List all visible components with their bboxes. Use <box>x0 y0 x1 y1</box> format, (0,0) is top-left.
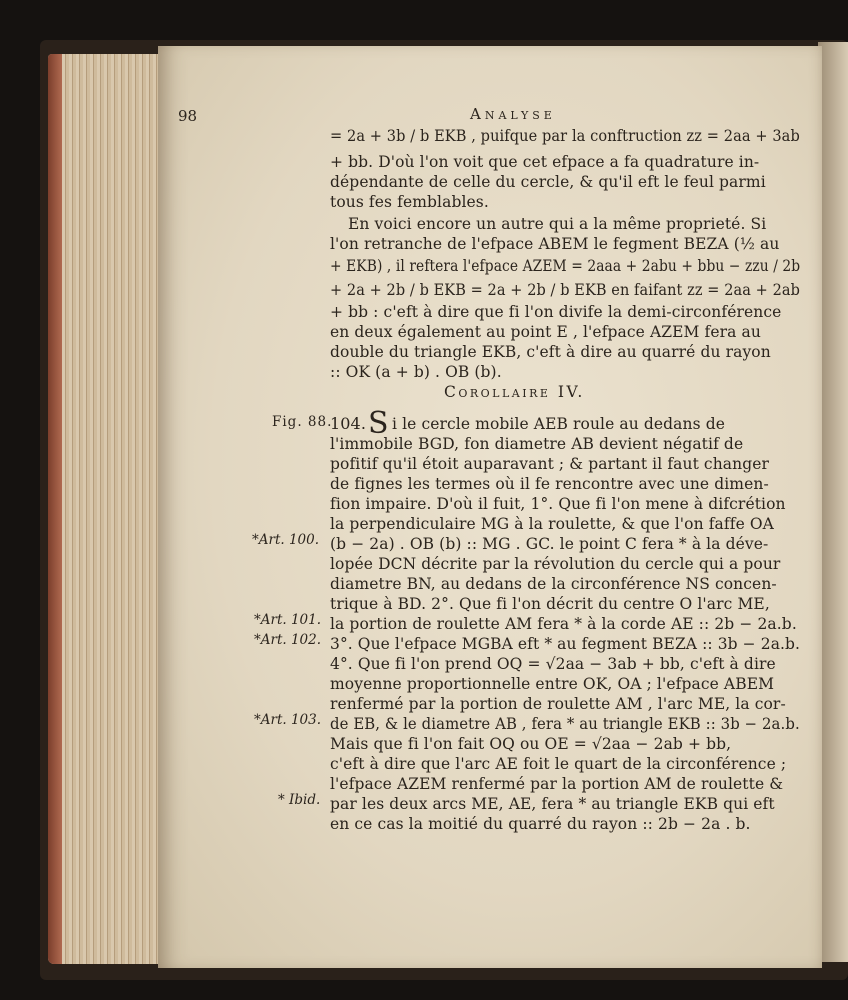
right-page-edge <box>818 42 848 962</box>
page-edges <box>48 54 166 964</box>
text-line: la perpendiculaire MG à la roulette, & que l'on faffe OA <box>330 515 774 533</box>
text-line: + EKB) , il reftera l'efpace AZEM = 2aaa + 2abu + bbu − zzu / 2b <box>330 257 801 275</box>
text-line: en ce cas la moitié du quarré du rayon :: 2b − 2a . b. <box>330 815 751 833</box>
text-line: :: OK (a + b) . OB (b). <box>330 363 502 381</box>
text-line: par les deux arcs ME, AE, fera * au triangle EKB qui eft <box>330 795 775 813</box>
text-line: de fignes les termes où il fe rencontre avec une dimen- <box>330 475 769 493</box>
margin-note-art-101: *Art. 101. <box>254 612 322 628</box>
text-line: l'immobile BGD, fon diametre AB devient négatif de <box>330 435 744 453</box>
text-line: double du triangle EKB, c'eft à dire au quarré du rayon <box>330 343 771 361</box>
text-line: l'on retranche de l'efpace ABEM le fegment BEZA (½ au <box>330 235 780 253</box>
text-line: fion impaire. D'où il fuit, 1°. Que fi l'on mene à difcrétion <box>330 495 786 513</box>
text-line: + bb. D'où l'on voit que cet efpace a fa quadrature in- <box>330 153 760 171</box>
text-line: c'eft à dire que l'arc AE foit le quart de la circonférence ; <box>330 755 787 773</box>
text-line: renfermé par la portion de roulette AM , l'arc ME, la cor- <box>330 695 786 713</box>
corollary-number: 104. <box>330 414 367 433</box>
text-line: trique à BD. 2°. Que fi l'on décrit du centre O l'arc ME, <box>330 595 770 613</box>
text-line: la portion de roulette AM fera * à la corde AE :: 2b − 2a.b. <box>330 615 797 633</box>
text-line: dépendante de celle du cercle, & qu'il eft le feul parmi <box>330 173 766 191</box>
section-heading: Corollaire IV. <box>444 383 585 401</box>
text-line: + bb : c'eft à dire que fi l'on divife la demi-circonférence <box>330 303 782 321</box>
margin-note-ibid: * Ibid. <box>278 792 321 808</box>
drop-cap: S <box>368 406 389 441</box>
margin-note-art-103: *Art. 103. <box>254 712 322 728</box>
text-line: + 2a + 2b / b EKB = 2a + 2b / b EKB en faifant zz = 2aa + 2ab <box>330 281 800 299</box>
text-line: 4°. Que fi l'on prend OQ = √2aa − 3ab + bb, c'eft à dire <box>330 655 776 673</box>
red-page-edge <box>48 54 62 964</box>
running-title: Analyse <box>470 105 556 123</box>
text-line: lopée DCN décrite par la révolution du cercle qui a pour <box>330 555 781 573</box>
text-line: tous fes femblables. <box>330 193 489 211</box>
figure-label: Fig. 88. <box>272 414 333 430</box>
page-number: 98 <box>178 107 198 125</box>
text-line: en deux également au point E , l'efpace AZEM fera au <box>330 323 761 341</box>
text-line: de EB, & le diametre AB , fera * au triangle EKB :: 3b − 2a.b. <box>330 715 800 733</box>
text-line: = 2a + 3b / b EKB , puifque par la conftruction zz = 2aa + 3ab <box>330 127 800 145</box>
text-line: l'efpace AZEM renfermé par la portion AM de roulette & <box>330 775 784 793</box>
text-line: i le cercle mobile AEB roule au dedans de <box>392 415 725 433</box>
text-line: moyenne proportionnelle entre OK, OA ; l'efpace ABEM <box>330 675 775 693</box>
text-line: pofitif qu'il étoit auparavant ; & partant il faut changer <box>330 455 770 473</box>
text-line: Mais que fi l'on fait OQ ou OE = √2aa − 2ab + bb, <box>330 735 732 753</box>
text-line: diametre BN, au dedans de la circonférence NS concen- <box>330 575 777 593</box>
margin-note-art-100: *Art. 100. <box>252 532 320 548</box>
text-line: (b − 2a) . OB (b) :: MG . GC. le point C fera * à la déve- <box>330 535 769 553</box>
text-line: 3°. Que l'efpace MGBA eft * au fegment BEZA :: 3b − 2a.b. <box>330 635 801 653</box>
margin-note-art-102: *Art. 102. <box>254 632 322 648</box>
text-line: En voici encore un autre qui a la même proprieté. Si <box>348 215 767 233</box>
